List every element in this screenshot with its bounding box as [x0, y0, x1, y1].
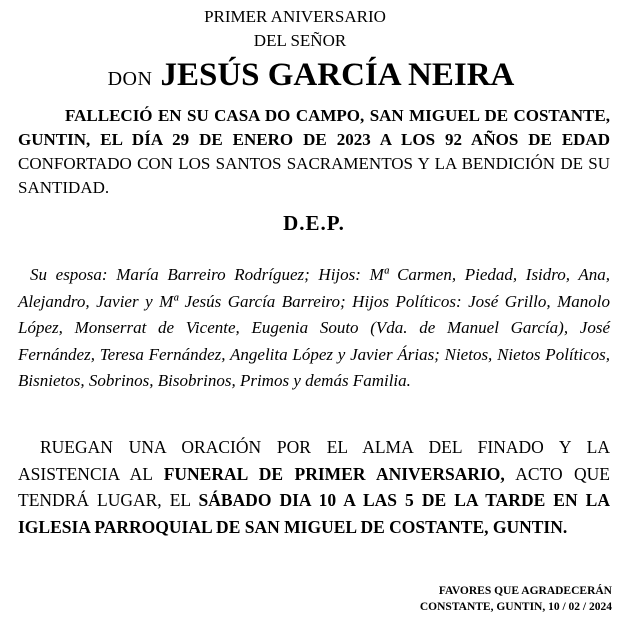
death-notice-paragraph: [18, 104, 610, 200]
request-part3: ACTO QUE TENDRÁ LUGAR, EL: [18, 463, 610, 510]
anniversary-heading: PRIMER ANIVERSARIO: [204, 7, 386, 26]
footer-thanks: FAVORES QUE AGRADECERÁN: [438, 585, 612, 597]
deceased-name: JESÚS GARCÍA NEIRA: [160, 57, 515, 93]
deceased-name-line: [0, 57, 622, 94]
del-senor-heading: DEL SEÑOR: [253, 31, 347, 50]
family-paragraph: Su esposa: María Barreiro Rodríguez; Hijos: Mª Carmen, Piedad, Isidro, Ana, Alejandro, Javier y Mª Jesús García Barreiro; Hijos Políticos: José Grillo, Manolo López, Monserrat de Vicente, Eugenia Souto (Vda. de Manuel García), José Fernández, Teresa Fernández, Angelita López y Javier Árias; Nietos, Nietos Políticos, Bisnietos, Sobrinos, Bisobrinos, Primos y demás Familia.: [18, 265, 610, 390]
funeral-name: FUNERAL DE PRIMER ANIVERSARIO,: [163, 463, 505, 484]
funeral-details: SÁBADO DIA 10 A LAS 5 DE LA TARDE EN LA IGLESIA PARROQUIAL DE SAN MIGUEL DE COSTANTE, GUNTIN.: [18, 490, 610, 537]
funeral-request-paragraph: [18, 434, 610, 540]
rest-in-peace: D.E.P.: [283, 211, 345, 235]
honorific: DON: [107, 68, 153, 90]
death-notice-bold: FALLECIÓ EN SU CASA DO CAMPO, SAN MIGUEL DE COSTANTE, GUNTIN, EL DÍA 29 DE ENERO DE 2023 A LOS 92 AÑOS DE EDAD: [18, 106, 610, 149]
footer-place-date: CONSTANTE, GUNTIN, 10 / 02 / 2024: [419, 601, 612, 613]
death-notice-rest: CONFORTADO CON LOS SANTOS SACRAMENTOS Y LA BENDICIÓN DE SU SANTIDAD.: [18, 154, 610, 197]
request-part1: RUEGAN UNA ORACIÓN POR EL ALMA DEL FINADO Y LA ASISTENCIA AL: [18, 437, 610, 484]
